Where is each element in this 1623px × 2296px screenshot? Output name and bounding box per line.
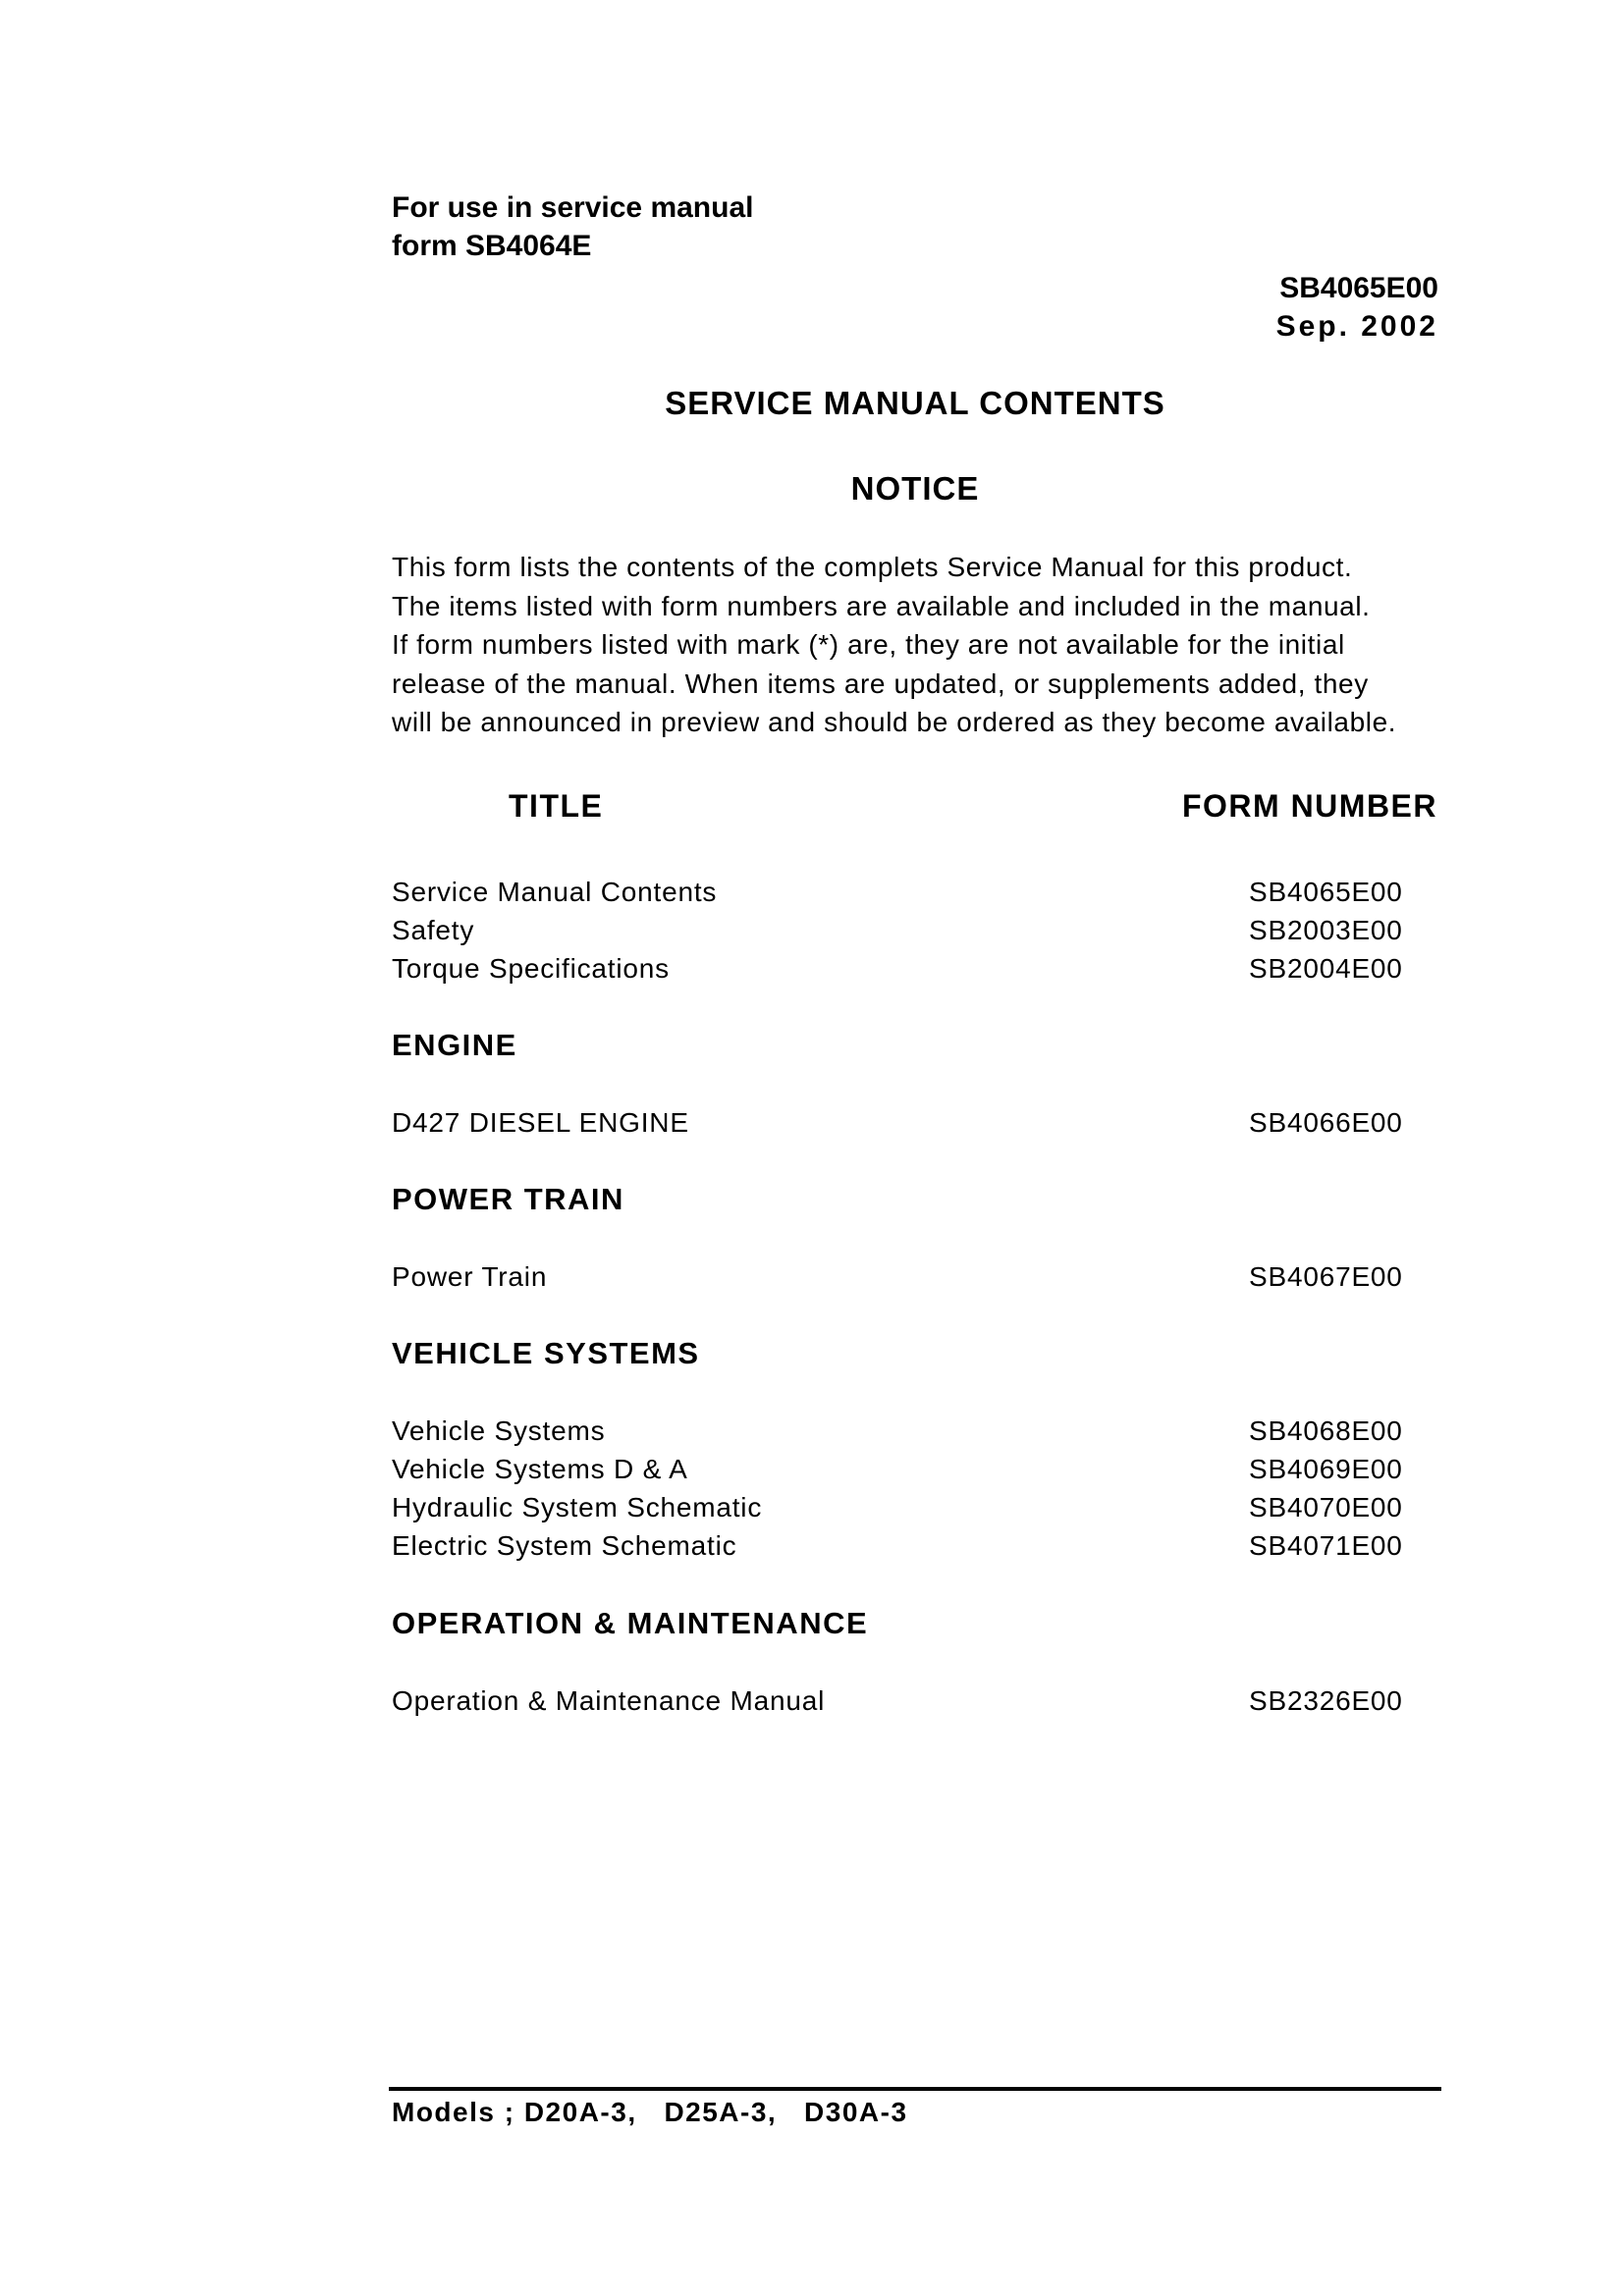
contents-row-form: SB4067E00	[1249, 1261, 1403, 1292]
contents-row-title: Power Train	[392, 1261, 548, 1292]
contents-row-title: Service Manual Contents	[392, 877, 718, 907]
notice-line: will be announced in preview and should be ordered as they become available.	[392, 707, 1397, 737]
contents-row-form: SB4066E00	[1249, 1107, 1403, 1138]
contents-row-form: SB4068E00	[1249, 1415, 1403, 1446]
contents-row-title: Operation & Maintenance Manual	[392, 1685, 826, 1716]
contents-row-form: SB2004E00	[1249, 953, 1403, 984]
section-heading-power-train: POWER TRAIN	[392, 1182, 624, 1216]
notice-heading: NOTICE	[850, 470, 980, 507]
column-header-title: TITLE	[509, 788, 604, 824]
contents-row-form: SB2326E00	[1249, 1685, 1403, 1716]
document-number: SB4065E00	[1279, 272, 1438, 304]
contents-row-title: D427 DIESEL ENGINE	[392, 1107, 689, 1138]
usage-note-line-2: form SB4064E	[392, 230, 592, 262]
usage-note-line-1: For use in service manual	[392, 191, 754, 224]
section-heading-vehicle-systems: VEHICLE SYSTEMS	[392, 1336, 700, 1370]
notice-line: The items listed with form numbers are available and included in the manual.	[392, 590, 1371, 621]
section-heading-operation-maintenance: OPERATION & MAINTENANCE	[392, 1606, 869, 1640]
contents-row-title: Electric System Schematic	[392, 1530, 737, 1561]
column-header-form-number: FORM NUMBER	[1181, 788, 1437, 824]
notice-line: release of the manual. When items are updated, or supplements added, they	[392, 667, 1369, 699]
contents-row-form: SB4069E00	[1249, 1454, 1403, 1484]
contents-row-title: Vehicle Systems	[392, 1415, 606, 1446]
contents-row-title: Safety	[392, 915, 475, 945]
notice-line: This form lists the contents of the complets Service Manual for this product.	[392, 552, 1353, 582]
footer-rule	[389, 2087, 1441, 2091]
document-date: Sep. 2002	[1275, 310, 1438, 343]
contents-row-form: SB4071E00	[1249, 1530, 1403, 1561]
notice-line: If form numbers listed with mark (*) are, they are not available for the initial	[392, 629, 1345, 660]
page-title: SERVICE MANUAL CONTENTS	[665, 385, 1165, 421]
contents-row-title: Torque Specifications	[392, 953, 670, 984]
contents-row-form: SB4070E00	[1249, 1492, 1403, 1522]
footer-models: Models ; D20A-3, D25A-3, D30A-3	[392, 2097, 908, 2127]
contents-row-form: SB2003E00	[1249, 915, 1403, 945]
contents-row-title: Vehicle Systems D & A	[392, 1454, 688, 1484]
contents-row-form: SB4065E00	[1249, 877, 1403, 907]
contents-row-title: Hydraulic System Schematic	[392, 1492, 763, 1522]
section-heading-engine: ENGINE	[392, 1028, 517, 1062]
notice-body	[392, 548, 1472, 742]
